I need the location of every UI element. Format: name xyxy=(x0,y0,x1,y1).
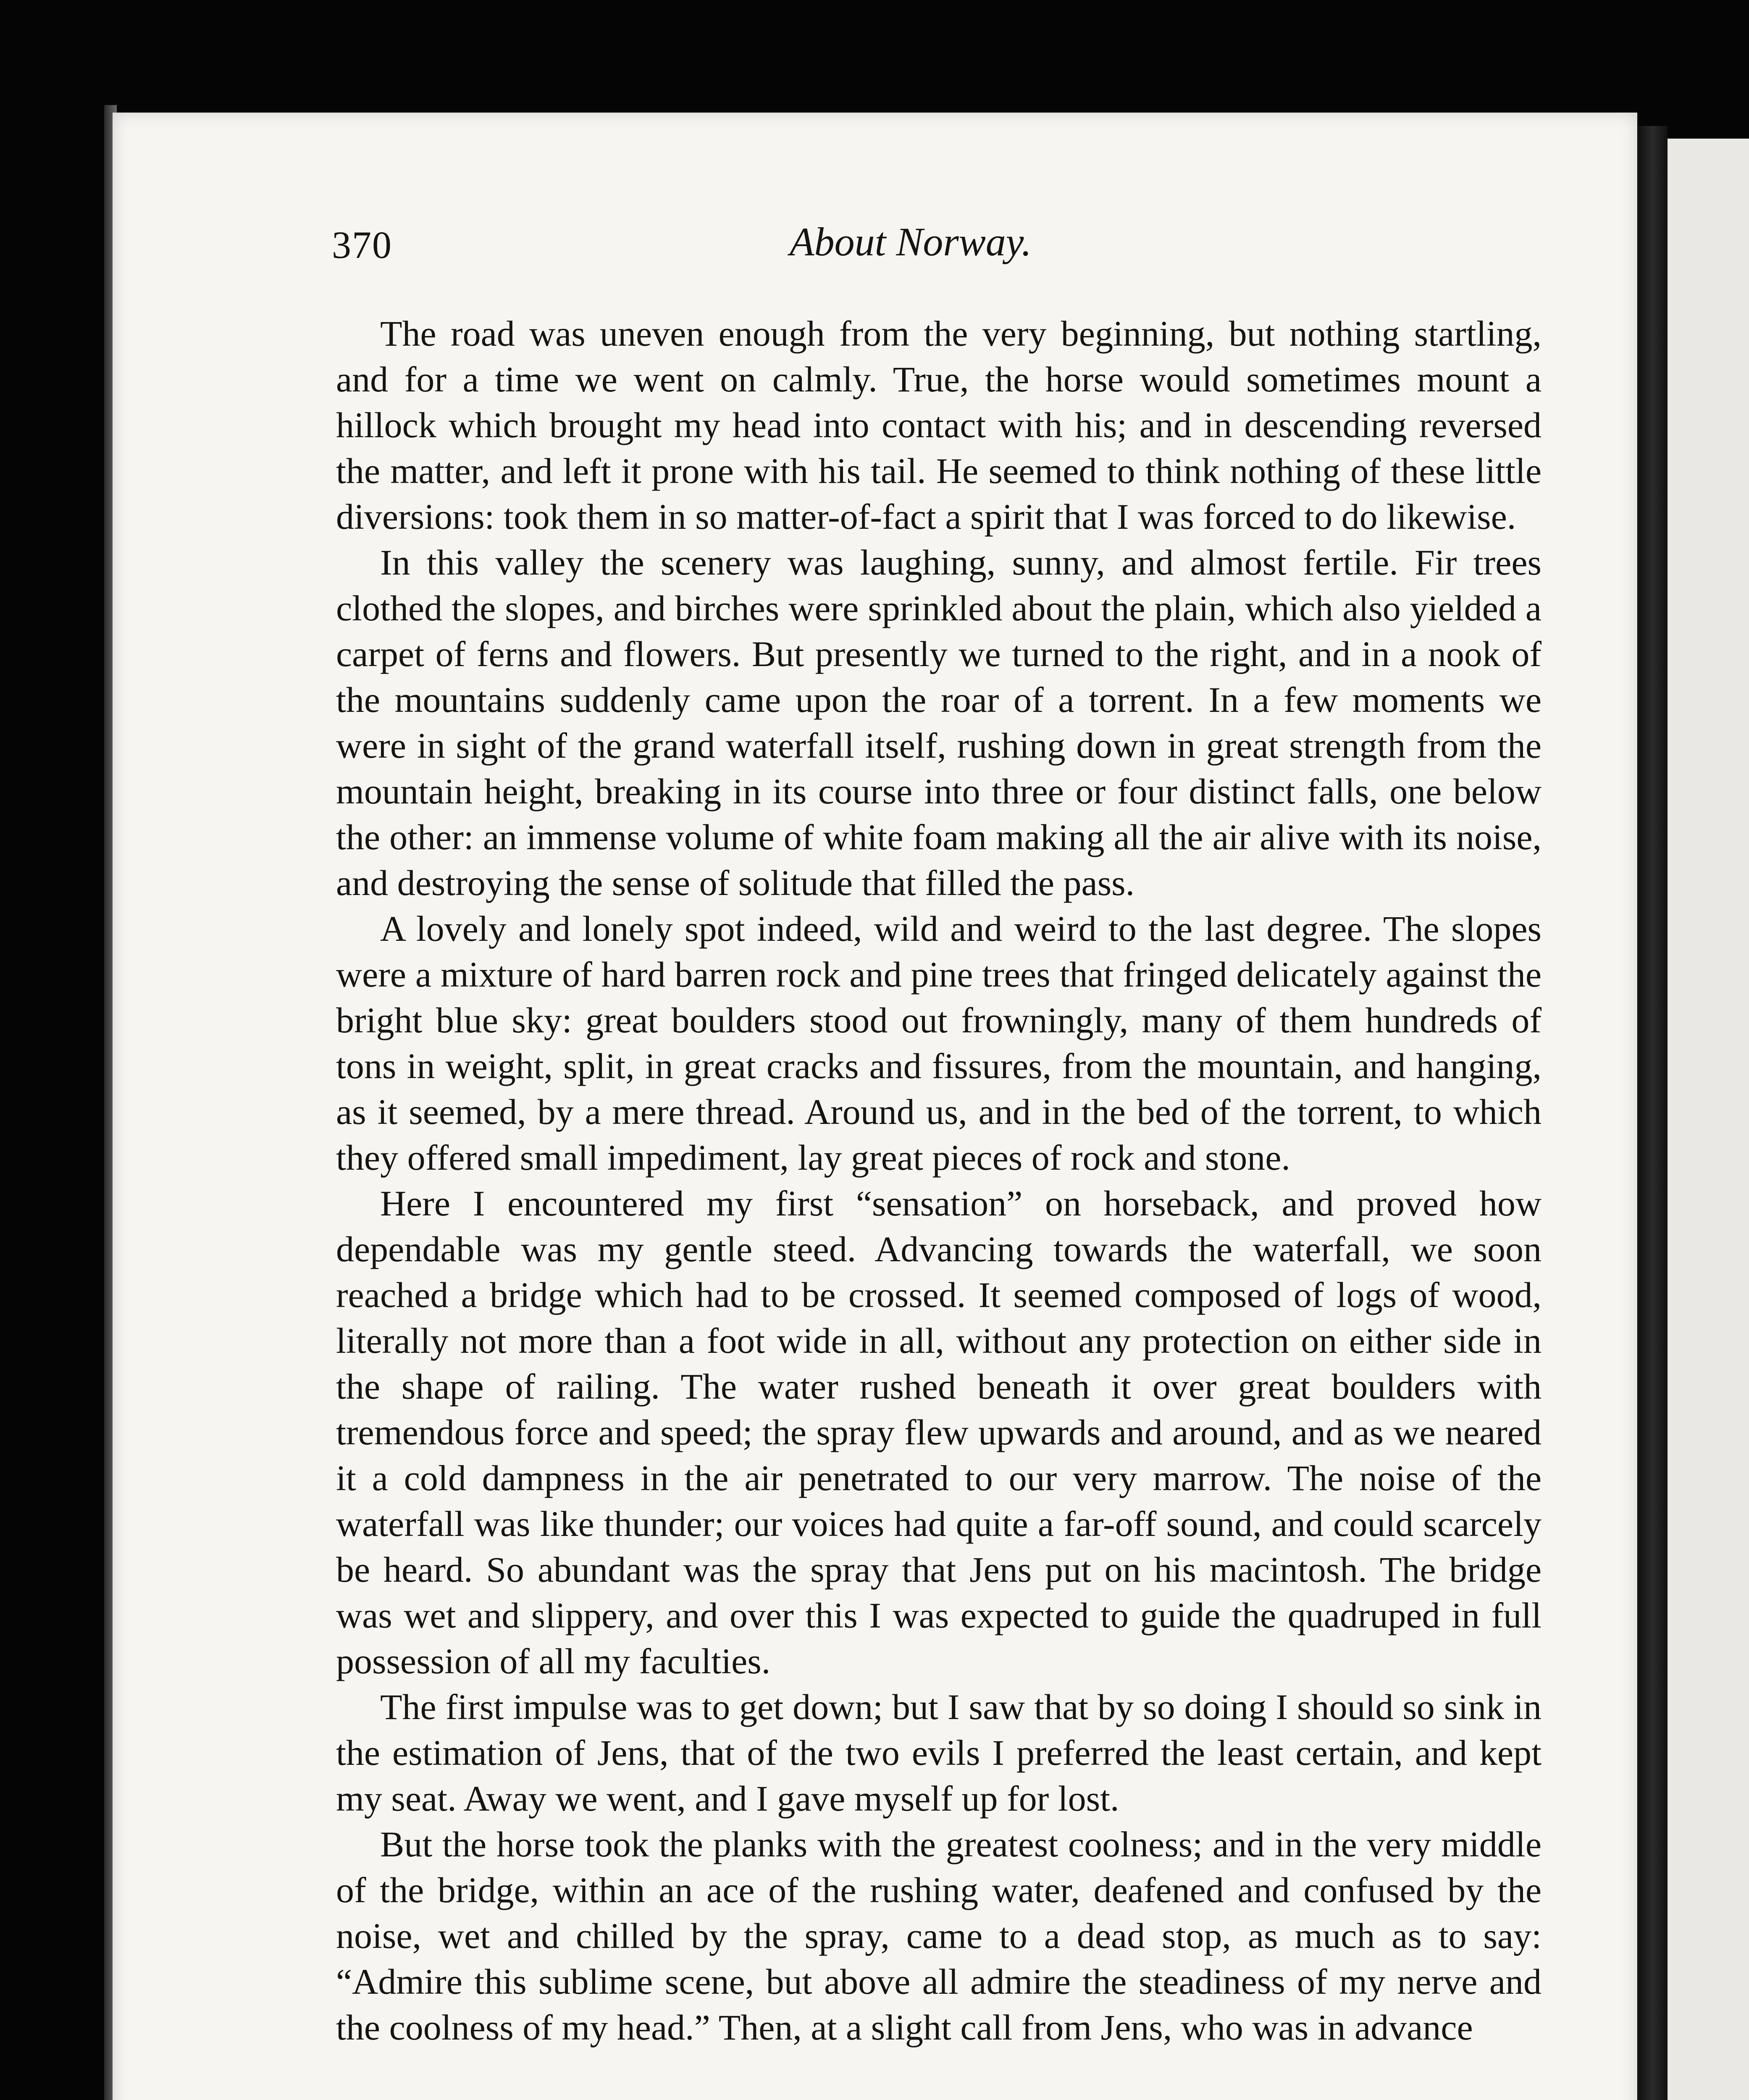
paragraph: In this valley the scenery was laughing, sunny, and almost fertile. Fir trees clothed the slopes, and birches were sprinkled about the plain, which also yielded a carpet of ferns and flowers. But presently we turned to the right, and in a nook of the mountains suddenly came upon the roar of a torrent. In a few moments we were in sight of the grand waterfall itself, rushing down in great strength from the mountain height, breaking in its course into three or four distinct falls, one below the other: an immense volume of white foam making all the air alive with its noise, and destroying the sense of solitude that filled the pass. xyxy=(336,542,1542,903)
paragraph: The road was uneven enough from the very beginning, but nothing startling, and for a time we went on calmly. True, the horse would sometimes mount a hillock which brought my head into contact with his; and in descending reversed the matter, and left it prone with his tail. He seemed to think nothing of these little diversions: took them in so matter-of-fact a spirit that I was forced to do likewise. xyxy=(336,313,1542,537)
body-text xyxy=(336,311,1542,2050)
paragraph: The first impulse was to get down; but I saw that by so doing I should so sink in the estimation of Jens, that of the two evils I preferred the least certain, and kept my seat. Away we went, and I gave myself up for lost. xyxy=(336,1687,1542,1819)
paragraph: A lovely and lonely spot indeed, wild and weird to the last degree. The slopes were a mixture of hard barren rock and pine trees that fringed delicately against the bright blue sky: great boulders stood out frowningly, many of them hundreds of tons in weight, split, in great cracks and fissures, from the mountain, and hanging, as it seemed, by a mere thread. Around us, and in the bed of the torrent, to which they offered small impediment, lay great pieces of rock and stone. xyxy=(336,908,1542,1178)
facing-page-edge xyxy=(1668,139,1749,2100)
paragraph: Here I encountered my first “sensation” on horseback, and proved how dependable was my gentle steed. Advancing towards the waterfall, we soon reached a bridge which had to be crossed. It seemed composed of logs of wood, literally not more than a foot wide in all, without any protection on either side in the shape of railing. The water rushed beneath it over great boulders with tremendous force and speed; the spray flew upwards and around, and as we neared it a cold dampness in the air penetrated to our very marrow. The noise of the waterfall was like thunder; our voices had quite a far-off sound, and could scarcely be heard. So abundant was the spray that Jens put on his macintosh. The bridge was wet and slippery, and over this I was expected to guide the quadruped in full possession of all my faculties. xyxy=(336,1183,1542,1681)
book-binding xyxy=(1638,126,1668,2100)
paragraph: But the horse took the planks with the greatest coolness; and in the very middle of the bridge, within an ace of the rushing water, deafened and confused by the noise, wet and chilled by the spray, came to a dead stop, as much as to say: “Admire this sublime scene, but above all admire the steadiness of my nerve and the coolness of my head.” Then, at a slight call from Jens, who was in advance xyxy=(336,1824,1542,2048)
page-header xyxy=(332,218,1550,277)
page-number: 370 xyxy=(332,223,392,266)
running-head-title: About Norway. xyxy=(790,219,1032,264)
